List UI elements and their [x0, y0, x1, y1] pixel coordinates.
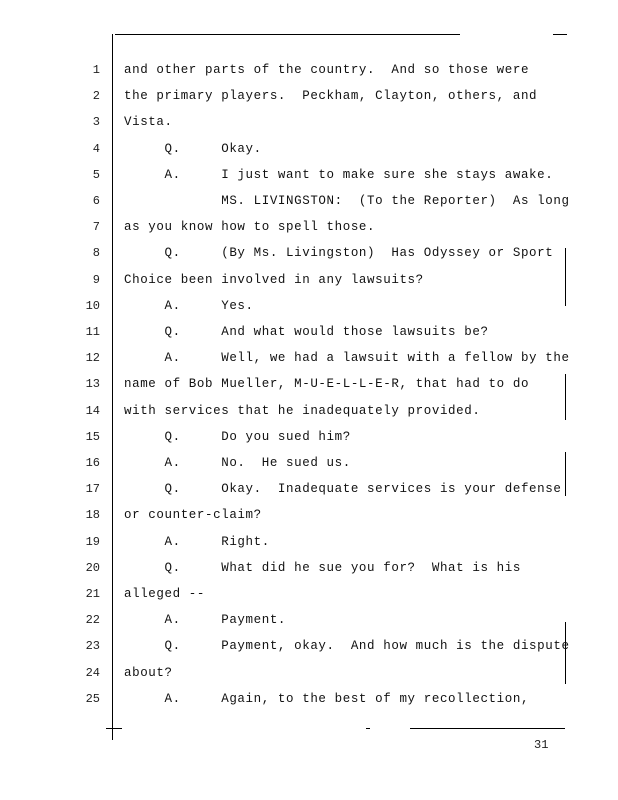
transcript-line: Q. What did he sue you for? What is his [124, 561, 521, 575]
transcript-line: as you know how to spell those. [124, 220, 376, 234]
line-number: 13 [85, 377, 100, 391]
line-number: 12 [85, 351, 100, 365]
top-rule [115, 34, 460, 35]
transcript-line: and other parts of the country. And so those were [124, 63, 530, 77]
line-number: 18 [85, 508, 100, 522]
transcript-line: Vista. [124, 115, 173, 129]
line-number: 17 [85, 482, 100, 496]
left-margin-bar [112, 34, 113, 740]
line-number: 11 [85, 325, 100, 339]
line-number: 5 [92, 168, 100, 182]
transcript-line: Q. (By Ms. Livingston) Has Odyssey or Sport [124, 246, 554, 260]
line-number: 20 [85, 561, 100, 575]
transcript-line: A. Payment. [124, 613, 287, 627]
transcript-line: MS. LIVINGSTON: (To the Reporter) As long [124, 194, 570, 208]
line-number: 4 [92, 142, 100, 156]
line-number: 6 [92, 194, 100, 208]
transcript-line: A. Yes. [124, 299, 254, 313]
transcript-line: or counter-claim? [124, 508, 262, 522]
right-change-bar-3 [565, 452, 566, 496]
line-number: 10 [85, 299, 100, 313]
line-number: 14 [85, 404, 100, 418]
transcript-line: A. Well, we had a lawsuit with a fellow by the [124, 351, 570, 365]
transcript-line: Q. Okay. [124, 142, 262, 156]
bottom-mid-tick [366, 728, 370, 729]
line-number: 23 [85, 639, 100, 653]
line-number: 9 [92, 273, 100, 287]
line-number: 15 [85, 430, 100, 444]
transcript-line: about? [124, 666, 173, 680]
transcript-line: A. Again, to the best of my recollection, [124, 692, 530, 706]
line-number: 2 [92, 89, 100, 103]
transcript-line: alleged -- [124, 587, 206, 601]
right-change-bar-2 [565, 374, 566, 420]
page-number: 31 [534, 738, 549, 752]
transcript-line: A. No. He sued us. [124, 456, 351, 470]
line-number: 21 [85, 587, 100, 601]
transcript-line: Q. Okay. Inadequate services is your defense [124, 482, 562, 496]
transcript-line: with services that he inadequately provided. [124, 404, 481, 418]
right-change-bar-1 [565, 248, 566, 306]
line-number: 22 [85, 613, 100, 627]
top-right-tick [553, 34, 567, 35]
transcript-line: name of Bob Mueller, M-U-E-L-L-E-R, that had to do [124, 377, 530, 391]
bottom-left-tick [106, 728, 122, 729]
line-number: 19 [85, 535, 100, 549]
transcript-line: Q. Do you sued him? [124, 430, 351, 444]
line-number: 25 [85, 692, 100, 706]
transcript-line: Q. And what would those lawsuits be? [124, 325, 489, 339]
transcript-line: the primary players. Peckham, Clayton, others, and [124, 89, 538, 103]
line-number: 1 [92, 63, 100, 77]
line-number: 16 [85, 456, 100, 470]
line-number: 3 [92, 115, 100, 129]
transcript-line: A. Right. [124, 535, 270, 549]
bottom-rule [410, 728, 565, 729]
transcript-line: Choice been involved in any lawsuits? [124, 273, 424, 287]
right-change-bar-4 [565, 622, 566, 684]
transcript-line: Q. Payment, okay. And how much is the dispute [124, 639, 570, 653]
line-number: 8 [92, 246, 100, 260]
line-number: 24 [85, 666, 100, 680]
line-number: 7 [92, 220, 100, 234]
transcript-line: A. I just want to make sure she stays awake. [124, 168, 554, 182]
